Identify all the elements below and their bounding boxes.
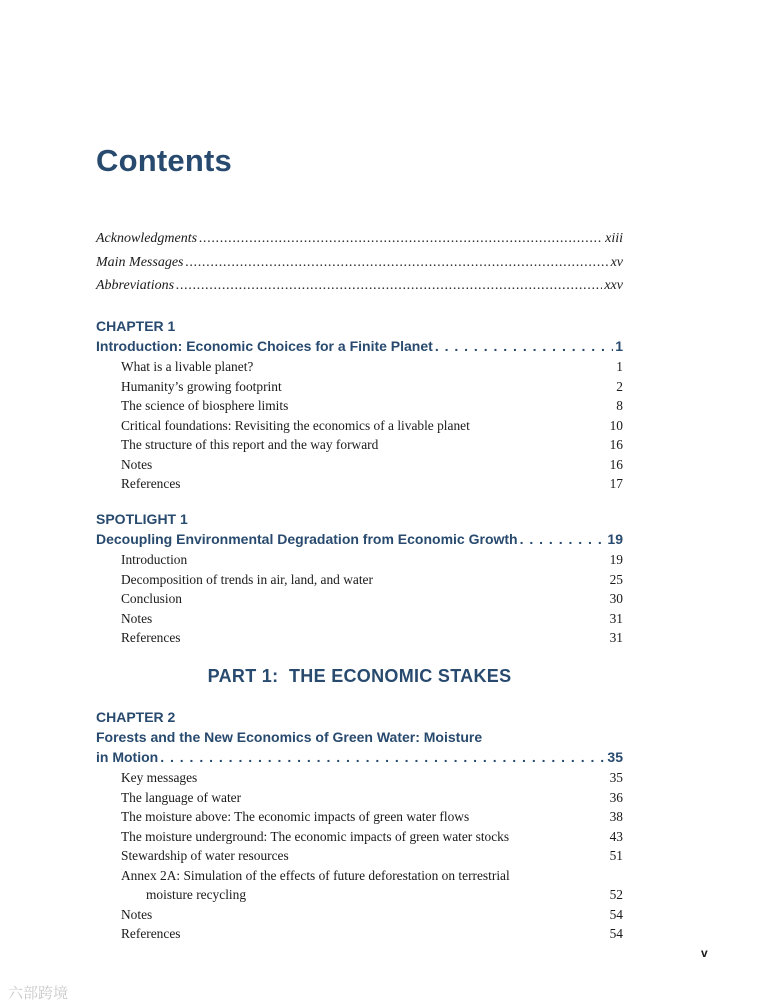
toc-entry-text: The science of biosphere limits <box>121 398 289 413</box>
toc-entry-page: 30 <box>609 591 623 606</box>
toc-entry[interactable] <box>96 924 623 944</box>
toc-entry-page: 19 <box>609 552 623 567</box>
toc-entry-page: 16 <box>609 437 623 452</box>
toc-entry[interactable] <box>96 416 623 436</box>
chapter-page: 1 <box>615 338 623 354</box>
chapter-title: Introduction: Economic Choices for a Finite Planet <box>96 338 433 354</box>
spotlight-entries <box>96 550 623 648</box>
chapter-title-line-1[interactable]: Forests and the New Economics of Green Water: Moisture <box>96 729 483 745</box>
toc-entry[interactable] <box>96 846 623 866</box>
toc-entry-text: The language of water <box>121 789 242 805</box>
toc-entry-annex[interactable] <box>96 866 623 905</box>
toc-entry[interactable] <box>96 550 623 570</box>
toc-entry-page: 17 <box>609 476 623 491</box>
chapter-1-section <box>96 316 623 494</box>
dot-leader <box>199 231 603 247</box>
toc-entry-page: 31 <box>609 610 623 626</box>
toc-entry-text: Notes <box>121 906 153 922</box>
toc-entry-page: xxv <box>604 278 623 293</box>
chapter-2-section <box>96 707 623 944</box>
spotlight-title-row[interactable] <box>96 529 623 549</box>
toc-entry-page: 10 <box>609 417 623 433</box>
toc-entry-text: Key messages <box>121 770 198 785</box>
chapter-label: CHAPTER 1 <box>96 318 176 334</box>
toc-entry-label: Acknowledgments <box>96 231 198 246</box>
toc-entry-page: 54 <box>609 926 623 941</box>
toc-entry-page: 16 <box>609 456 623 472</box>
toc-entry-text: References <box>121 476 181 491</box>
toc-entry-text-line-1: Annex 2A: Simulation of the effects of future deforestation on terrestrial <box>121 867 510 883</box>
toc-entry-page: 51 <box>609 848 623 863</box>
toc-entry-text: Decomposition of trends in air, land, and water <box>121 571 373 587</box>
toc-entry[interactable] <box>96 768 623 788</box>
dot-leader <box>435 336 613 356</box>
toc-entry-page: xv <box>610 254 623 270</box>
toc-entry-page: xiii <box>605 231 623 246</box>
page-folio: v <box>701 946 708 960</box>
toc-entry[interactable] <box>96 905 623 925</box>
toc-entry-text: Introduction <box>121 552 188 567</box>
toc-entry-label: Abbreviations <box>96 278 175 293</box>
toc-entry[interactable] <box>96 589 623 609</box>
toc-entry-text: References <box>121 926 181 941</box>
toc-entry-page: 2 <box>616 378 623 394</box>
toc-entry-text: The moisture underground: The economic impacts of green water stocks <box>121 828 510 844</box>
toc-entry[interactable] <box>96 628 623 648</box>
watermark-logo: 六部跨境 <box>8 984 69 1002</box>
part-heading: PART 1: THE ECONOMIC STAKES <box>207 666 512 686</box>
toc-entry-text: Stewardship of water resources <box>121 848 289 863</box>
toc-entry-acknowledgments[interactable] <box>96 231 623 255</box>
toc-entry-page: 38 <box>609 809 623 824</box>
chapter-entries <box>96 768 623 944</box>
toc-entry-text-line-2: moisture recycling <box>146 887 247 902</box>
spotlight-title: Decoupling Environmental Degradation from Economic Growth <box>96 531 518 547</box>
toc-entry-page: 35 <box>609 770 623 785</box>
toc-entry[interactable] <box>96 788 623 808</box>
page-title: Contents <box>96 143 232 178</box>
toc-entry-page: 31 <box>609 630 623 645</box>
chapter-title-row[interactable] <box>96 336 623 356</box>
toc-entry-page: 43 <box>609 828 623 844</box>
toc-entry-text <box>121 866 599 905</box>
dot-leader <box>520 529 606 549</box>
dot-leader <box>186 255 609 271</box>
toc-entry[interactable] <box>96 827 623 847</box>
chapter-label: CHAPTER 2 <box>96 709 176 725</box>
toc-entry-label: Main Messages <box>96 254 184 270</box>
toc-entry-page: 1 <box>616 359 623 374</box>
toc-entry-abbreviations[interactable] <box>96 278 623 302</box>
toc-entry-text: What is a livable planet? <box>121 359 254 374</box>
spotlight-page: 19 <box>607 531 623 547</box>
chapter-page: 35 <box>607 749 623 765</box>
chapter-title-line-2: in Motion <box>96 749 159 765</box>
toc-entry[interactable] <box>96 435 623 455</box>
spotlight-label: SPOTLIGHT 1 <box>96 511 188 527</box>
toc-entry-text: Notes <box>121 610 153 626</box>
chapter-entries <box>96 357 623 494</box>
toc-entry-text: Notes <box>121 456 153 472</box>
toc-entry-page: 54 <box>609 906 623 922</box>
toc-entry[interactable] <box>96 570 623 590</box>
toc-entry[interactable] <box>96 455 623 475</box>
toc-entry-page: 25 <box>609 571 623 587</box>
toc-entry[interactable] <box>96 377 623 397</box>
toc-entry-page: 52 <box>609 887 623 902</box>
toc-entry[interactable] <box>96 357 623 377</box>
toc-entry-text: Critical foundations: Revisiting the economics of a livable planet <box>121 417 470 433</box>
toc-entry-text: The moisture above: The economic impacts of green water flows <box>121 809 470 824</box>
toc-entry[interactable] <box>96 609 623 629</box>
toc-entry-page: 36 <box>609 789 623 805</box>
toc-entry[interactable] <box>96 807 623 827</box>
dot-leader <box>176 278 602 294</box>
front-matter-list <box>96 231 623 302</box>
toc-entry-main-messages[interactable] <box>96 255 623 279</box>
dot-leader <box>160 747 605 767</box>
toc-entry-text: Humanity’s growing footprint <box>121 378 282 394</box>
toc-entry-text: References <box>121 630 181 645</box>
toc-entry[interactable] <box>96 396 623 416</box>
toc-entry-text: Conclusion <box>121 591 183 606</box>
spotlight-1-section <box>96 509 623 648</box>
toc-entry-text: The structure of this report and the way forward <box>121 437 379 452</box>
toc-entry-page: 8 <box>616 398 623 413</box>
toc-entry[interactable] <box>96 474 623 494</box>
chapter-title-row[interactable] <box>96 747 623 767</box>
